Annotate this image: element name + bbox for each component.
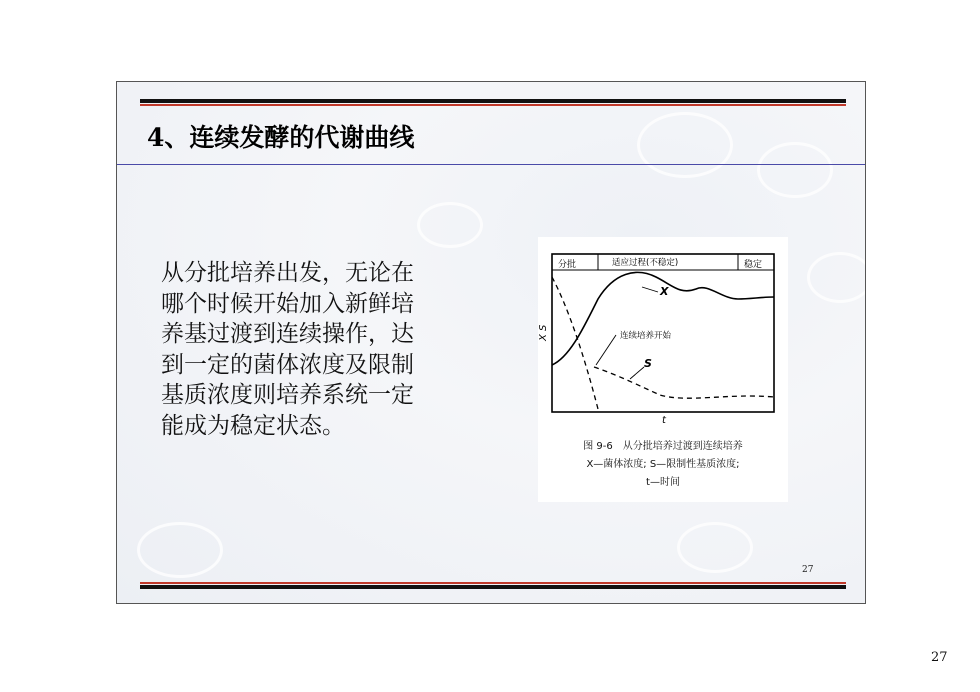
phase-stable-label: 稳定 <box>744 260 763 270</box>
phase-batch-label: 分批 <box>558 260 577 270</box>
background-bubble <box>757 142 833 198</box>
figure-caption-line: X—菌体浓度; S—限制性基质浓度; <box>586 459 740 470</box>
metabolic-curve-figure <box>538 237 788 502</box>
phase-transition-label: 适应过程(不稳定) <box>612 258 679 268</box>
x-axis-label: t <box>662 415 666 426</box>
body-line: 基质浓度则培养系统一定 <box>161 382 414 408</box>
curve-diagram <box>538 237 788 427</box>
body-line: 到一定的菌体浓度及限制 <box>161 351 414 378</box>
background-bubble <box>417 202 483 248</box>
bottom-rule <box>140 585 846 589</box>
continuous-substrate-curve <box>594 367 774 398</box>
body-line: 从分批培养出发，无论在 <box>161 260 414 286</box>
bottom-rule-accent <box>140 582 846 584</box>
body-line: 能成为稳定状态。 <box>161 412 345 439</box>
slide-number: 27 <box>802 565 814 575</box>
body-line: 哪个时候开始加入新鲜培 <box>161 290 414 317</box>
slide-title: 4、连续发酵的代谢曲线 <box>147 123 415 152</box>
figure-caption-line: 图 9-6 从分批培养过渡到连续培养 <box>583 441 743 452</box>
s-label-pointer <box>630 367 644 379</box>
x-label-pointer <box>642 287 658 292</box>
body-paragraph <box>161 258 511 441</box>
curve-x-label: X <box>660 285 669 298</box>
annotation-pointer <box>596 335 616 365</box>
background-bubble <box>677 522 753 573</box>
background-bubble <box>807 252 866 303</box>
y-axis-label: X S <box>538 324 549 341</box>
continuous-start-annotation: 连续培养开始 <box>620 331 672 341</box>
top-rule <box>140 99 846 103</box>
figure-caption-line: t—时间 <box>646 477 680 488</box>
page-number: 27 <box>931 650 948 665</box>
top-rule-accent <box>140 104 846 106</box>
slide <box>116 81 866 604</box>
title-separator <box>117 164 866 165</box>
background-bubble <box>137 522 223 578</box>
body-line: 养基过渡到连续操作，达 <box>161 321 414 347</box>
background-bubble <box>637 112 733 178</box>
curve-s-label: S <box>644 357 652 370</box>
